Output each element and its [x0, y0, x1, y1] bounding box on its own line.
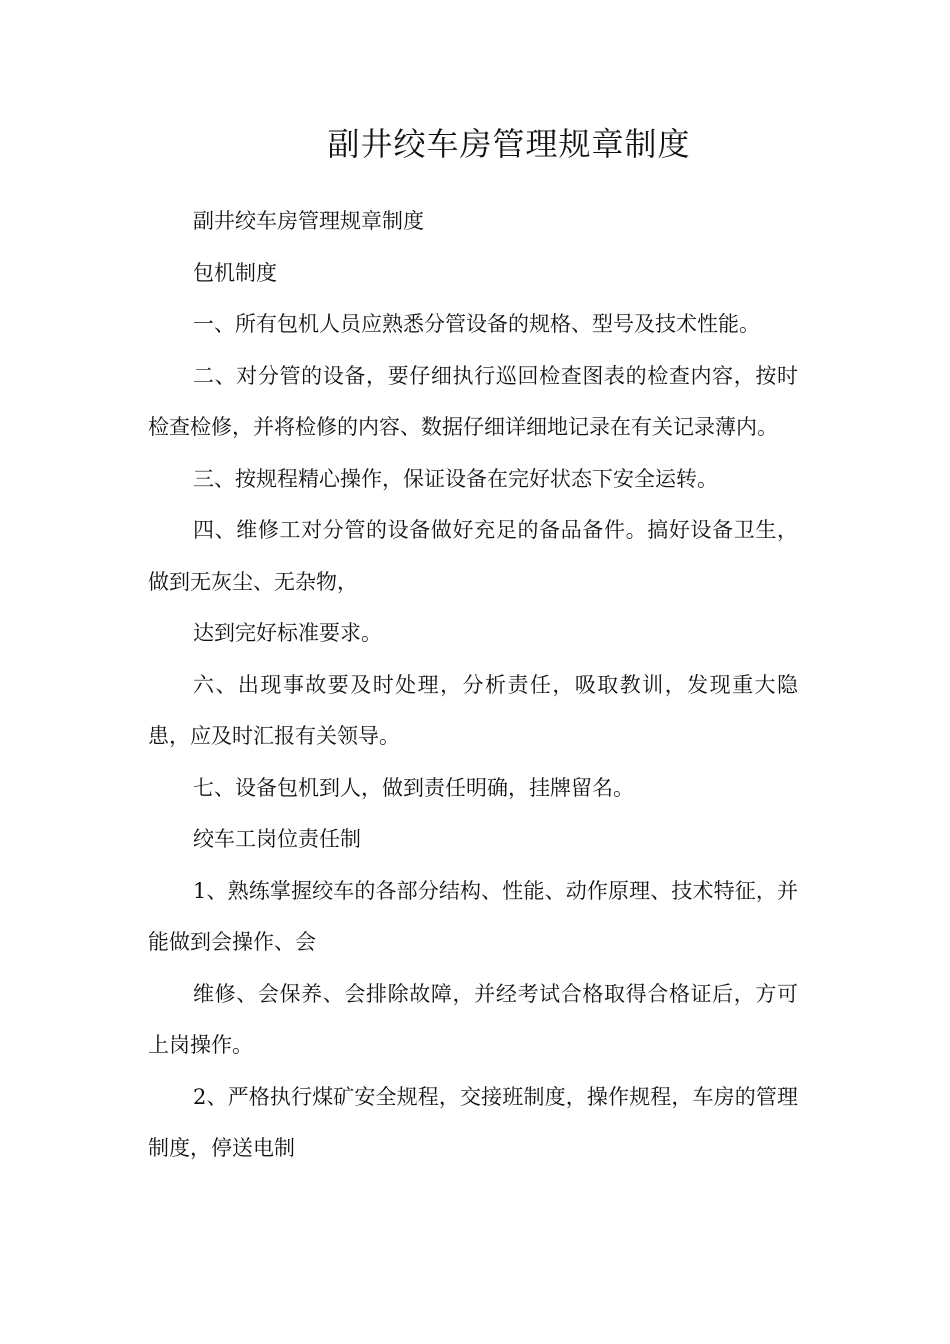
- paragraph-section-heading: 绞车工岗位责任制: [193, 827, 361, 851]
- paragraph: 达到完好标准要求。: [193, 621, 382, 645]
- paragraph: 七、设备包机到人，做到责任明确，挂牌留名。: [193, 775, 634, 800]
- paragraph-section-heading: 包机制度: [193, 260, 277, 285]
- document-body: [148, 196, 798, 1175]
- paragraph: 六、出现事故要及时处理，分析责任，吸取教训，发现重大隐患，应及时汇报有关领导。: [148, 672, 798, 748]
- paragraph: 四、维修工对分管的设备做好充足的备品备件。搞好设备卫生，做到无灰尘、无杂物，: [148, 518, 798, 594]
- paragraph: 二、对分管的设备，要仔细执行巡回检查图表的检查内容，按时检查检修，并将检修的内容、数据仔细详细地记录在有关记录薄内。: [148, 363, 798, 439]
- paragraph: 维修、会保养、会排除故障，并经考试合格取得合格证后，方可上岗操作。: [148, 981, 798, 1057]
- paragraph: 三、按规程精心操作，保证设备在完好状态下安全运转。: [193, 466, 718, 491]
- paragraph: 2、严格执行煤矿安全规程，交接班制度，操作规程，车房的管理制度，停送电制: [148, 1084, 798, 1160]
- paragraph: 一、所有包机人员应熟悉分管设备的规格、型号及技术性能。: [193, 312, 760, 336]
- paragraph-subtitle: 副井绞车房管理规章制度: [193, 209, 424, 233]
- paragraph: 1、熟练掌握绞车的各部分结构、性能、动作原理、技术特征，并能做到会操作、会: [148, 878, 798, 954]
- document-title: 副井绞车房管理规章制度: [327, 125, 691, 163]
